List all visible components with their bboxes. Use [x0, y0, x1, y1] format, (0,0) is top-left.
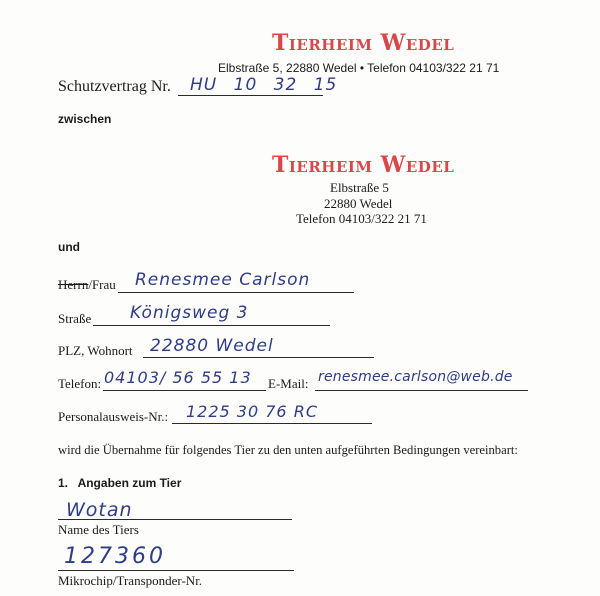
shelter-city: 22880 Wedel [324, 196, 393, 211]
shelter-logo-party: Tierheim Wedel [272, 152, 455, 178]
name-line [118, 292, 354, 293]
name-value[interactable]: Renesmee Carlson [135, 270, 311, 290]
street-label: Straße [58, 311, 92, 326]
street-value[interactable]: Königsweg 3 [130, 303, 249, 323]
phone-value[interactable]: 04103/ 56 55 13 [104, 368, 252, 387]
email-line [315, 390, 528, 391]
shelter-logo-top: Tierheim Wedel [272, 30, 455, 56]
id-value[interactable]: 1225 30 76 RC [186, 402, 318, 421]
animal-name-label: Name des Tiers [58, 522, 139, 537]
salutation-herr: Herrn [58, 277, 89, 292]
id-label: Personalausweis-Nr.: [58, 409, 169, 424]
email-value[interactable]: renesmee.carlson@web.de [318, 369, 513, 385]
street-line [93, 325, 330, 326]
email-label: E-Mail: [268, 376, 309, 391]
animal-name-line [58, 519, 292, 520]
between-label: zwischen [58, 112, 112, 126]
shelter-address-line: Elbstraße 5, 22880 Wedel • Telefon 04103/322 21 71 [218, 61, 500, 75]
contract-number-label: Schutzvertrag Nr. [58, 78, 171, 95]
city-value[interactable]: 22880 Wedel [150, 336, 274, 356]
contract-number-value[interactable]: HU 10 32 15 [190, 75, 338, 95]
shelter-street: Elbstraße 5 [330, 180, 389, 195]
id-line [172, 423, 372, 424]
chip-value[interactable]: 127360 [64, 544, 166, 569]
section1-heading: 1. Angaben zum Tier [58, 476, 182, 490]
chip-label: Mikrochip/Transponder-Nr. [58, 573, 203, 588]
animal-name-value[interactable]: Wotan [66, 499, 133, 521]
salutation-label [58, 277, 116, 293]
and-label: und [58, 240, 80, 254]
chip-line [58, 570, 294, 571]
shelter-phone: Telefon 04103/322 21 71 [296, 211, 427, 226]
city-line [143, 357, 374, 358]
salutation-frau: /Frau [88, 277, 116, 292]
phone-line [103, 390, 266, 391]
phone-label: Telefon: [58, 376, 102, 391]
city-label: PLZ, Wohnort [58, 343, 133, 358]
agreement-text: wird die Übernahme für folgendes Tier zu den unten aufgeführten Bedingungen vereinbart: [58, 443, 518, 457]
contract-number-line [178, 95, 323, 96]
